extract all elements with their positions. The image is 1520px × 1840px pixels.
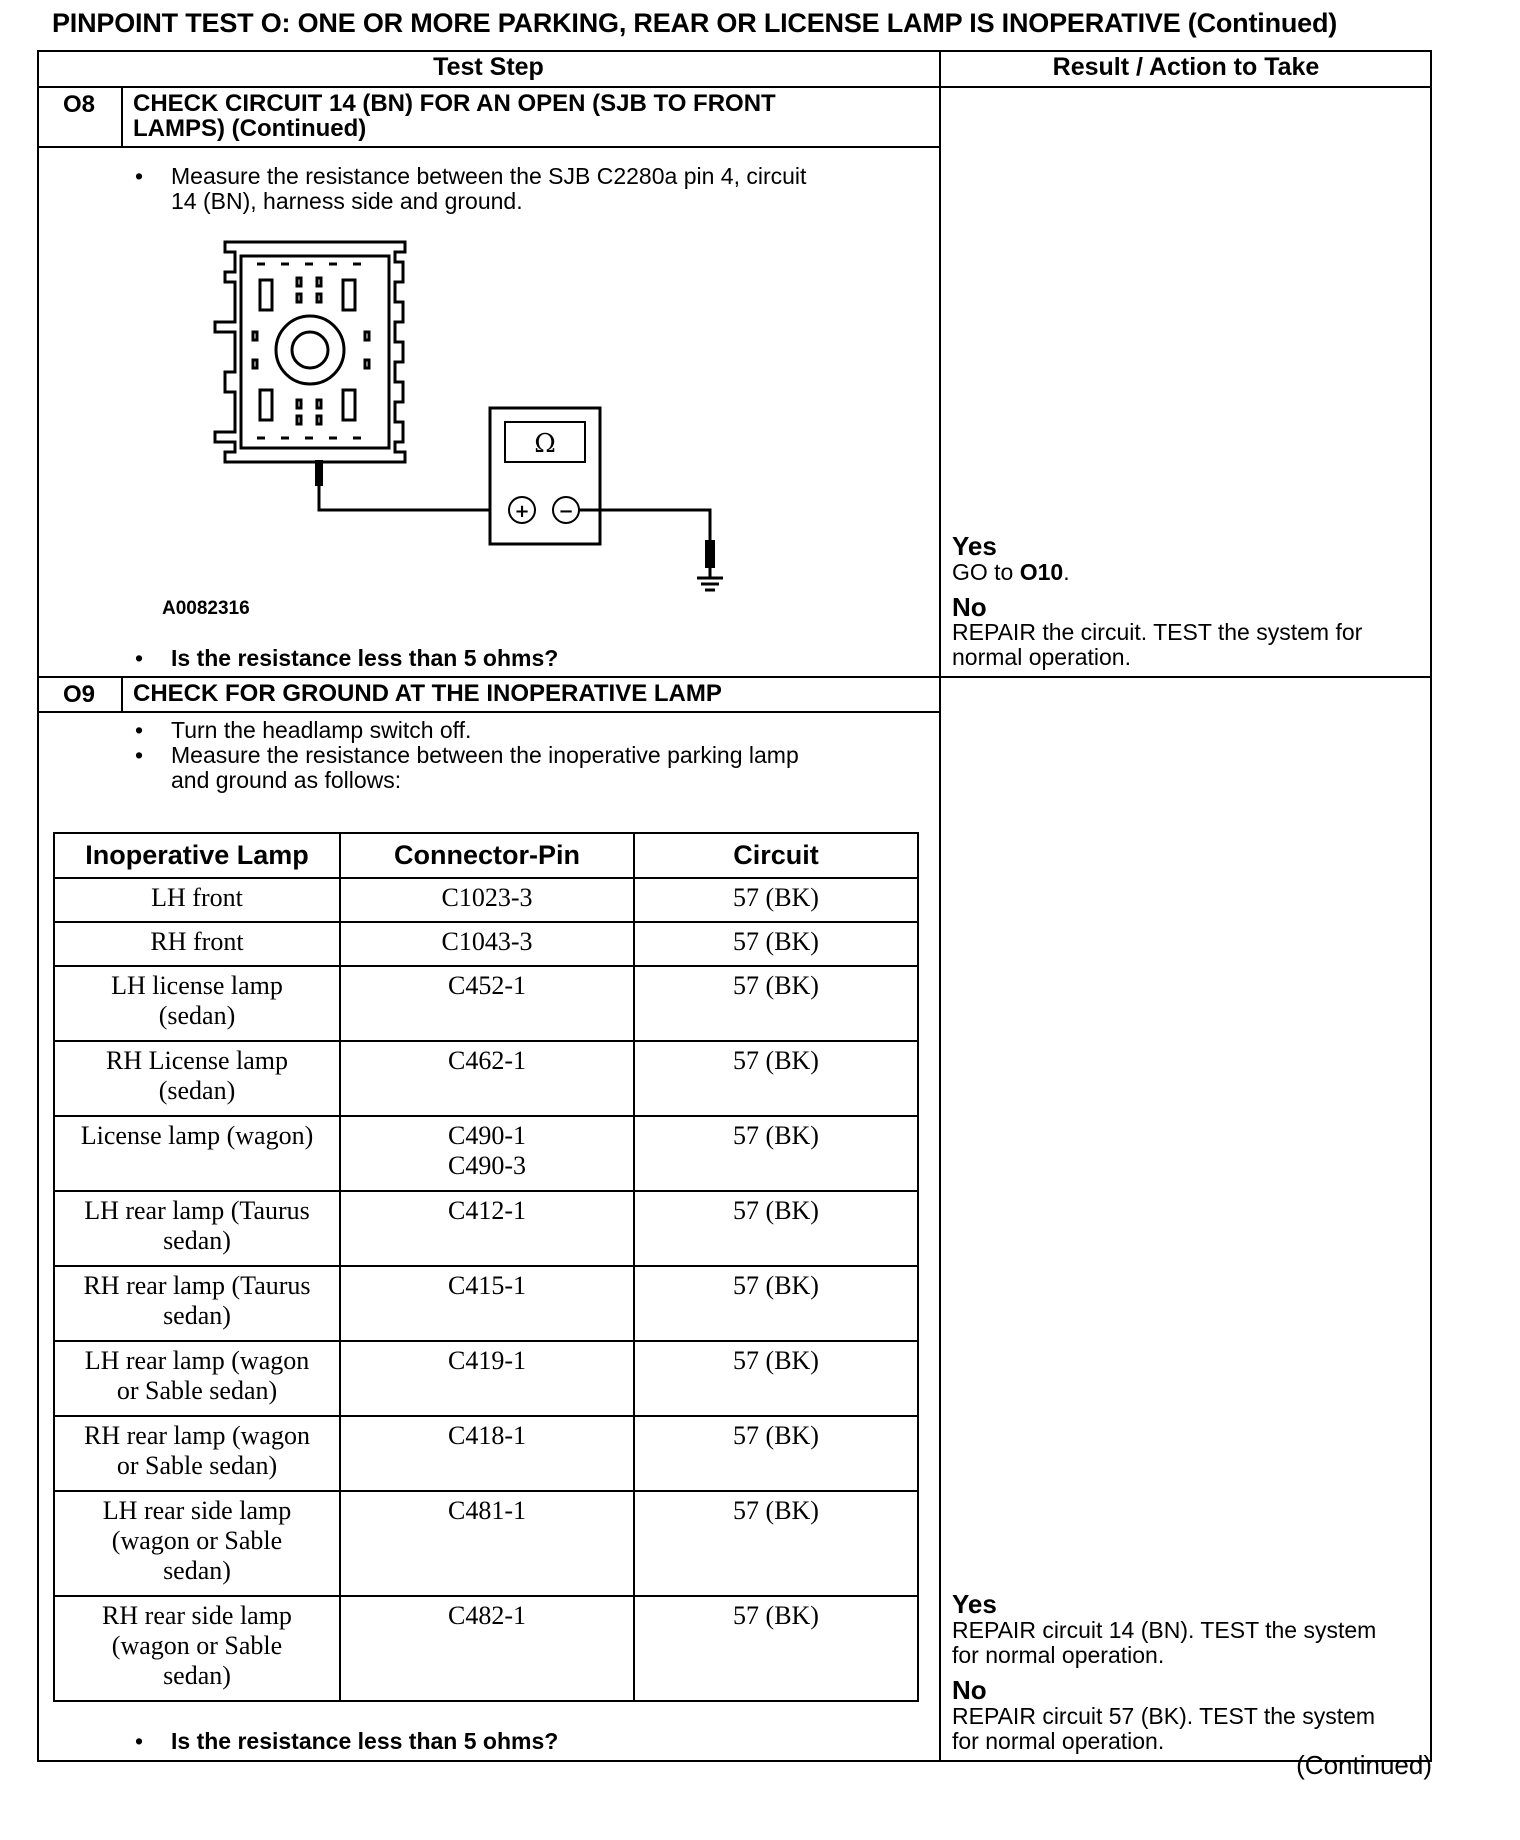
cell-line: C1043-3 (441, 927, 533, 956)
lamp-cell (54, 1416, 340, 1491)
cell-line: sedan) (163, 1226, 231, 1255)
page-title: PINPOINT TEST O: ONE OR MORE PARKING, REAR OR LICENSE LAMP IS INOPERATIVE (Continued) (52, 8, 1338, 38)
header-divider (37, 86, 1432, 88)
table-row (54, 1041, 918, 1116)
lamp-cell (54, 966, 340, 1041)
circuit-cell (634, 922, 918, 966)
circuit-cell (634, 1491, 918, 1596)
cell-line: LH rear lamp (wagon (84, 1346, 310, 1375)
connector-pin-cell (340, 1116, 634, 1191)
cell-line: sedan) (163, 1661, 231, 1690)
table-row (54, 1491, 918, 1596)
lamp-cell (54, 1116, 340, 1191)
cell-line: RH front (150, 927, 244, 956)
result-no-action (952, 1704, 1375, 1754)
instruction-bullet (135, 163, 807, 214)
result-yes-label: Yes (952, 531, 997, 561)
bullet-icon: • (135, 1728, 144, 1754)
result-no-label: No (952, 1675, 987, 1705)
meter-symbol: Ω (534, 429, 556, 459)
result-yes-action (952, 1618, 1376, 1668)
step-number: O9 (62, 681, 95, 708)
connector-pin-cell (340, 1041, 634, 1116)
step-question (135, 1728, 559, 1755)
connector-pin-cell (340, 1416, 634, 1491)
result-yes-suffix: . (1063, 559, 1070, 585)
circuit-cell (634, 878, 918, 922)
step-number: O8 (62, 91, 95, 118)
step-heading-divider (37, 146, 940, 148)
table-row (54, 1596, 918, 1701)
step-heading (133, 91, 776, 141)
result-yes-label: Yes (952, 1589, 997, 1619)
instruction-bullet (135, 717, 472, 743)
step-heading-line: LAMPS) (Continued) (133, 115, 367, 142)
figure-id: A0082316 (162, 598, 250, 619)
cell-line: 57 (BK) (733, 1421, 819, 1450)
lamp-cell (54, 1041, 340, 1116)
step-question (135, 645, 559, 672)
bullet-line: Measure the resistance between the inoperative parking lamp (171, 742, 799, 768)
connector-measurement-diagram (205, 232, 765, 612)
cell-line: (wagon or Sable (111, 1526, 283, 1555)
cell-line: LH front (151, 883, 243, 912)
step-heading: CHECK FOR GROUND AT THE INOPERATIVE LAMP (133, 680, 722, 707)
connector-pin-cell (340, 1266, 634, 1341)
cell-line: RH License lamp (106, 1046, 288, 1075)
lamp-cell (54, 878, 340, 922)
table-row (54, 1416, 918, 1491)
cell-line: 57 (BK) (733, 971, 819, 1000)
cell-line: LH rear lamp (Taurus (84, 1196, 310, 1225)
column-header: Inoperative Lamp (54, 833, 340, 878)
circuit-cell (634, 1041, 918, 1116)
cell-line: C481-1 (448, 1496, 526, 1525)
test-lead-wire (319, 486, 505, 510)
result-line: REPAIR circuit 14 (BN). TEST the system (952, 1617, 1377, 1643)
cell-line: 57 (BK) (733, 1496, 819, 1525)
circuit-cell (634, 1341, 918, 1416)
cell-line: C482-1 (448, 1601, 526, 1630)
lamp-cell (54, 1491, 340, 1596)
bullet-line: Measure the resistance between the SJB C2280a pin 4, circuit (171, 163, 807, 189)
cell-line: C490-1 (448, 1121, 526, 1150)
step-number-divider (121, 86, 123, 148)
connector-pin-cell (340, 1341, 634, 1416)
cell-line: 57 (BK) (733, 927, 819, 956)
lamp-cell (54, 922, 340, 966)
connector-pin-cell (340, 878, 634, 922)
table-row (54, 1266, 918, 1341)
circuit-cell (634, 966, 918, 1041)
circuit-cell (634, 1416, 918, 1491)
cell-line: C1023-3 (441, 883, 533, 912)
cell-line: LH license lamp (111, 971, 283, 1000)
question-text: Is the resistance less than 5 ohms? (171, 645, 559, 671)
cell-line: C462-1 (448, 1046, 526, 1075)
cell-line: 57 (BK) (733, 883, 819, 912)
cell-line: sedan) (163, 1301, 231, 1330)
result-no-action (952, 620, 1362, 670)
bullet-line: and ground as follows: (171, 767, 402, 793)
step-heading-divider (37, 711, 940, 713)
bullet-icon: • (135, 163, 144, 189)
cell-line: C412-1 (448, 1196, 526, 1225)
step-number-divider (121, 676, 123, 713)
table-row (54, 966, 918, 1041)
bullet-line: 14 (BN), harness side and ground. (171, 188, 523, 214)
cell-line: C452-1 (448, 971, 526, 1000)
connector-pin-cell (340, 1191, 634, 1266)
table-header-row (54, 833, 918, 878)
circuit-cell (634, 1266, 918, 1341)
bullet-icon: • (135, 645, 144, 671)
step-heading-line: CHECK CIRCUIT 14 (BN) FOR AN OPEN (SJB TO FRONT (133, 90, 776, 117)
connector-pin-cell (340, 966, 634, 1041)
ground-icon (697, 568, 723, 590)
connector-pin-cell (340, 922, 634, 966)
cell-line: C419-1 (448, 1346, 526, 1375)
circuit-cell (634, 1116, 918, 1191)
cell-line: 57 (BK) (733, 1196, 819, 1225)
cell-line: (sedan) (158, 1001, 236, 1030)
result-yes-action (952, 560, 1070, 585)
step-separator (37, 676, 1432, 678)
cell-line: RH rear lamp (Taurus (83, 1271, 311, 1300)
column-header: Circuit (634, 833, 918, 878)
result-no-label: No (952, 592, 987, 622)
bullet-icon: • (135, 742, 144, 768)
table-row (54, 1191, 918, 1266)
lamp-cell (54, 1341, 340, 1416)
probe-icon (705, 540, 715, 568)
instruction-bullet (135, 742, 799, 793)
cell-line: 57 (BK) (733, 1601, 819, 1630)
sjb-connector-icon (215, 242, 405, 462)
cell-line: sedan) (163, 1556, 231, 1585)
column-divider (939, 50, 941, 1762)
result-line: for normal operation. (952, 1642, 1165, 1668)
cell-line: (wagon or Sable (111, 1631, 283, 1660)
circuit-cell (634, 1596, 918, 1701)
cell-line: RH rear lamp (wagon (84, 1421, 310, 1450)
cell-line: RH rear side lamp (102, 1601, 292, 1630)
connector-pin-cell (340, 1596, 634, 1701)
cell-line: C490-3 (448, 1151, 526, 1180)
cell-line: 57 (BK) (733, 1346, 819, 1375)
cell-line: 57 (BK) (733, 1271, 819, 1300)
connector-pin-cell (340, 1491, 634, 1596)
result-line: REPAIR the circuit. TEST the system for (952, 619, 1363, 645)
meter-minus-terminal: − (558, 501, 574, 522)
circuit-cell (634, 1191, 918, 1266)
table-row (54, 1341, 918, 1416)
table-row (54, 922, 918, 966)
cell-line: or Sable sedan) (116, 1376, 278, 1405)
cell-line: or Sable sedan) (116, 1451, 278, 1480)
lamp-cell (54, 1191, 340, 1266)
lamp-circuit-table (53, 832, 919, 1702)
result-line: REPAIR circuit 57 (BK). TEST the system (952, 1703, 1376, 1729)
result-line: normal operation. (952, 644, 1131, 670)
lamp-cell (54, 1596, 340, 1701)
result-line: for normal operation. (952, 1728, 1165, 1754)
lamp-cell (54, 1266, 340, 1341)
bullet-icon: • (135, 717, 144, 743)
result-yes-goto-step: O10 (1019, 559, 1064, 585)
continued-footer: (Continued) (1296, 1750, 1432, 1780)
cell-line: LH rear side lamp (102, 1496, 292, 1525)
cell-line: 57 (BK) (733, 1046, 819, 1075)
cell-line: License lamp (wagon) (80, 1121, 314, 1150)
column-header-result: Result / Action to Take (1052, 53, 1320, 81)
probe-icon (315, 460, 323, 486)
cell-line: C418-1 (448, 1421, 526, 1450)
result-yes-prefix: GO to (952, 559, 1020, 585)
table-row (54, 878, 918, 922)
table-row (54, 1116, 918, 1191)
cell-line: C415-1 (448, 1271, 526, 1300)
meter-plus-terminal: + (514, 501, 530, 522)
cell-line: 57 (BK) (733, 1121, 819, 1150)
column-header-test-step: Test Step (433, 53, 544, 81)
bullet-line: Turn the headlamp switch off. (171, 717, 472, 743)
question-text: Is the resistance less than 5 ohms? (171, 1728, 559, 1754)
cell-line: (sedan) (158, 1076, 236, 1105)
column-header: Connector-Pin (340, 833, 634, 878)
ohmmeter-icon (490, 408, 600, 544)
